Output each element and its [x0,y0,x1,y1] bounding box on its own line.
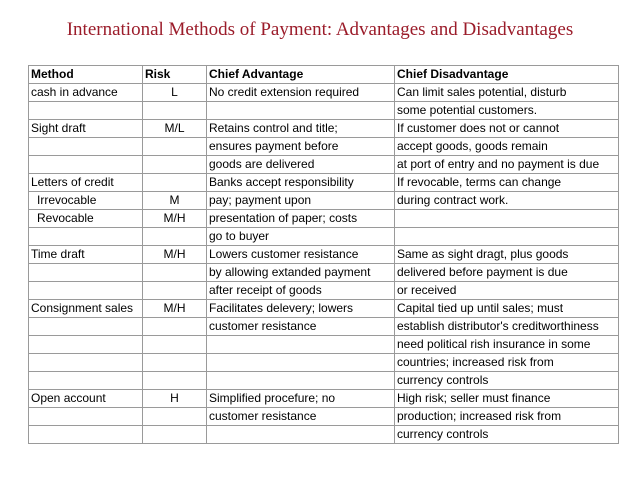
cell-disadvantage: Same as sight dragt, plus goods [395,246,619,264]
cell-advantage: Simplified procefure; no [207,390,395,408]
table-header-row [29,66,619,84]
table-row [29,138,619,156]
cell-disadvantage [395,228,619,246]
cell-disadvantage: production; increased risk from [395,408,619,426]
cell-method [29,264,143,282]
cell-risk [143,264,207,282]
cell-risk: H [143,390,207,408]
table-row [29,246,619,264]
table-row [29,408,619,426]
cell-risk [143,282,207,300]
cell-advantage: No credit extension required [207,84,395,102]
table-row [29,174,619,192]
cell-risk: M/H [143,210,207,228]
cell-advantage [207,336,395,354]
table-row [29,228,619,246]
cell-method: Sight draft [29,120,143,138]
cell-method [29,228,143,246]
cell-method: Irrevocable [29,192,143,210]
cell-advantage: customer resistance [207,408,395,426]
cell-advantage: Lowers customer resistance [207,246,395,264]
table-row [29,336,619,354]
cell-method: Consignment sales [29,300,143,318]
cell-advantage: by allowing extanded payment [207,264,395,282]
cell-method [29,138,143,156]
cell-risk [143,318,207,336]
cell-method: Open account [29,390,143,408]
cell-risk [143,228,207,246]
cell-method [29,336,143,354]
cell-method [29,372,143,390]
cell-method [29,102,143,120]
cell-risk [143,354,207,372]
cell-disadvantage [395,210,619,228]
cell-disadvantage: currency controls [395,372,619,390]
table-row [29,210,619,228]
cell-risk: M/H [143,246,207,264]
cell-disadvantage: some potential customers. [395,102,619,120]
table-row [29,282,619,300]
cell-advantage [207,426,395,444]
cell-advantage: ensures payment before [207,138,395,156]
cell-risk: M/L [143,120,207,138]
table-row [29,102,619,120]
cell-disadvantage: delivered before payment is due [395,264,619,282]
cell-method [29,426,143,444]
cell-disadvantage: Can limit sales potential, disturb [395,84,619,102]
cell-method [29,282,143,300]
cell-risk [143,174,207,192]
cell-advantage: after receipt of goods [207,282,395,300]
cell-disadvantage: need political rish insurance in some [395,336,619,354]
table-row [29,264,619,282]
cell-disadvantage: High risk; seller must finance [395,390,619,408]
cell-risk [143,426,207,444]
table-row [29,372,619,390]
cell-advantage: pay; payment upon [207,192,395,210]
cell-advantage [207,354,395,372]
cell-advantage: customer resistance [207,318,395,336]
header-chief-advantage: Chief Advantage [207,66,395,84]
cell-risk [143,336,207,354]
cell-disadvantage: during contract work. [395,192,619,210]
slide-title: International Methods of Payment: Advantages and Disadvantages [66,19,574,40]
cell-advantage: go to buyer [207,228,395,246]
table-row [29,192,619,210]
cell-method: Letters of credit [29,174,143,192]
cell-disadvantage: If revocable, terms can change [395,174,619,192]
cell-disadvantage: Capital tied up until sales; must [395,300,619,318]
cell-advantage [207,102,395,120]
cell-risk [143,138,207,156]
cell-method: cash in advance [29,84,143,102]
cell-disadvantage: establish distributor's creditworthiness [395,318,619,336]
table-row [29,300,619,318]
table-row [29,318,619,336]
cell-advantage: Banks accept responsibility [207,174,395,192]
cell-risk [143,408,207,426]
cell-risk: M [143,192,207,210]
cell-method [29,318,143,336]
header-risk: Risk [143,66,207,84]
cell-disadvantage: currency controls [395,426,619,444]
table-row [29,390,619,408]
cell-disadvantage: countries; increased risk from [395,354,619,372]
cell-advantage: presentation of paper; costs [207,210,395,228]
cell-risk: L [143,84,207,102]
table-row [29,120,619,138]
table-row [29,156,619,174]
cell-disadvantage: at port of entry and no payment is due [395,156,619,174]
cell-risk [143,156,207,174]
cell-method: Time draft [29,246,143,264]
table-row [29,84,619,102]
header-chief-disadvantage: Chief Disadvantage [395,66,619,84]
cell-advantage: goods are delivered [207,156,395,174]
cell-disadvantage: If customer does not or cannot [395,120,619,138]
cell-advantage: Retains control and title; [207,120,395,138]
cell-risk: M/H [143,300,207,318]
cell-method [29,408,143,426]
cell-method [29,156,143,174]
cell-risk [143,372,207,390]
table-row [29,354,619,372]
payment-methods-table [28,65,619,444]
cell-method [29,354,143,372]
cell-advantage: Facilitates delevery; lowers [207,300,395,318]
header-method: Method [29,66,143,84]
cell-method: Revocable [29,210,143,228]
cell-disadvantage: accept goods, goods remain [395,138,619,156]
cell-risk [143,102,207,120]
cell-advantage [207,372,395,390]
table-row [29,426,619,444]
cell-disadvantage: or received [395,282,619,300]
